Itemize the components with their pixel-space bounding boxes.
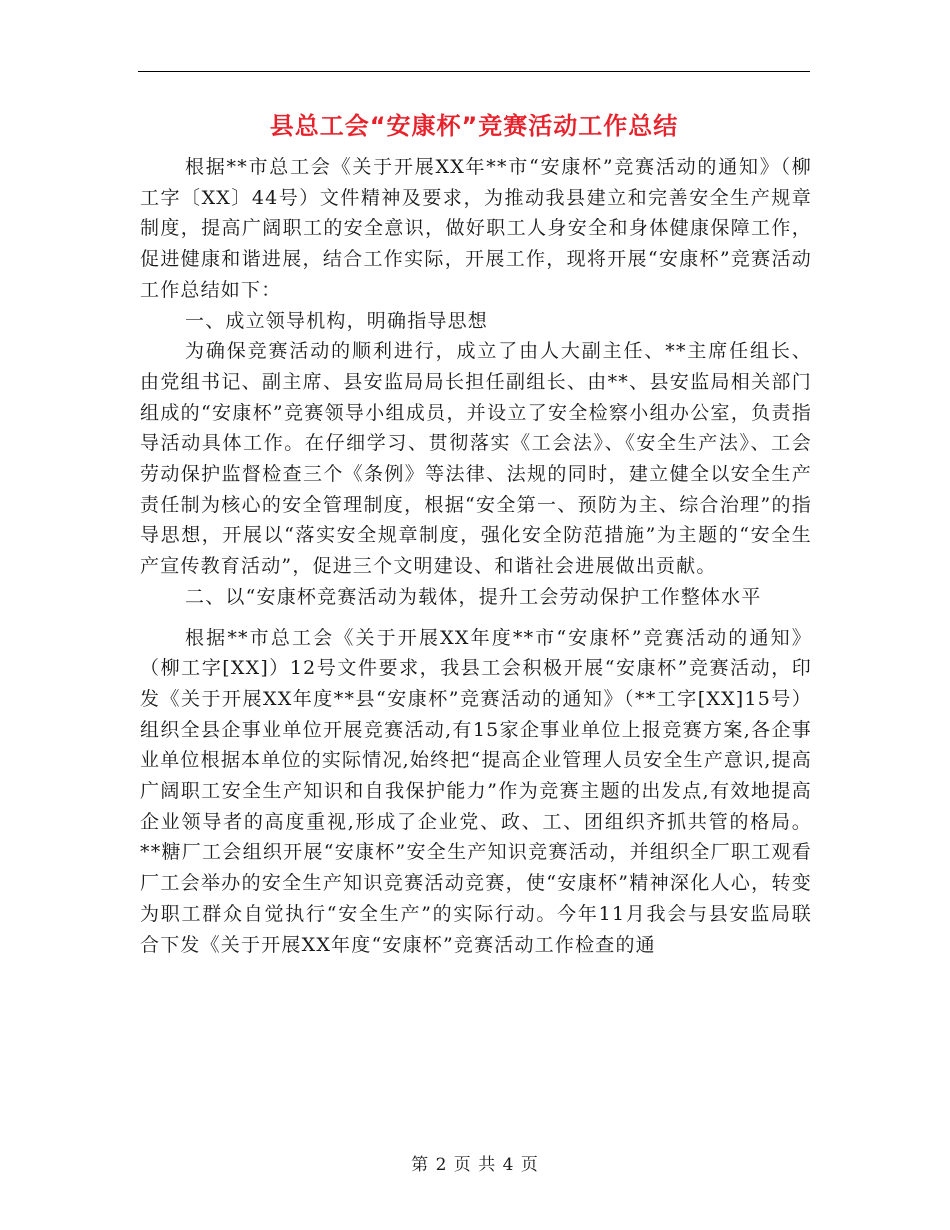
header-rule [138, 71, 810, 72]
section-2-paragraph: 根据**市总工会《关于开展XX年度**市“安康杯”竞赛活动的通知》（柳工字[XX]）12号文件要求，我县工会积极开展“安康杯”竞赛活动，印发《关于开展XX年度**县“安康杯”竞赛活动的通知》（**工字[XX]15号）组织全县企事业单位开展竞赛活动,有15家企事业单位上报竞赛方案,各企事业单位根据本单位的实际情况,始终把“提高企业管理人员安全生产意识,提高广阔职工安全生产知识和自我保护能力”作为竞赛主题的出发点,有效地提高企业领导者的高度重视,形成了企业党、政、工、团组织齐抓共管的格局。**糖厂工会组织开展“安康杯”安全生产知识竞赛活动，并组织全厂职工观看厂工会举办的安全生产知识竞赛活动竞赛，使“安康杯”精神深化人心，转变为职工群众自觉执行“安全生产”的实际行动。今年11月我会与县安监局联合下发《关于开展XX年度“安康杯”竞赛活动工作检查的通 [140, 626, 812, 956]
section-1-paragraph: 为确保竞赛活动的顺利进行，成立了由人大副主任、**主席任组长、由党组书记、副主席、县安监局局长担任副组长、由**、县安监局相关部门组成的“安康杯”竞赛领导小组成员，并设立了安全检察小组办公室，负责指导活动具体工作。在仔细学习、贯彻落实《工会法》、《安全生产法》、工会劳动保护监督检查三个《条例》等法律、法规的同时，建立健全以安全生产责任制为核心的安全管理制度，根据“安全第一、预防为主、综合治理”的指导思想，开展以“落实安全规章制度，强化安全防范措施”为主题的“安全生产宣传教育活动”，促进三个文明建设、和谐社会进展做出贡献。 [140, 340, 812, 578]
document-body [140, 152, 812, 960]
section-heading-2: 二、以“安康杯竞赛活动为载体，提升工会劳动保护工作整体水平 [185, 585, 762, 608]
page-number: 第 2 页 共 4 页 [411, 1155, 539, 1175]
intro-paragraph: 根据**市总工会《关于开展XX年**市“安康杯”竞赛活动的通知》（柳工字〔XX〕44号）文件精神及要求，为推动我县建立和完善安全生产规章制度，提高广阔职工的安全意识，做好职工人身安全和身体健康保障工作，促进健康和谐进展，结合工作实际，开展工作，现将开展“安康杯”竞赛活动工作总结如下： [140, 156, 812, 301]
section-heading-1: 一、成立领导机构，明确指导思想 [185, 309, 489, 332]
document-title: 县总工会“安康杯”竞赛活动工作总结 [269, 112, 679, 140]
